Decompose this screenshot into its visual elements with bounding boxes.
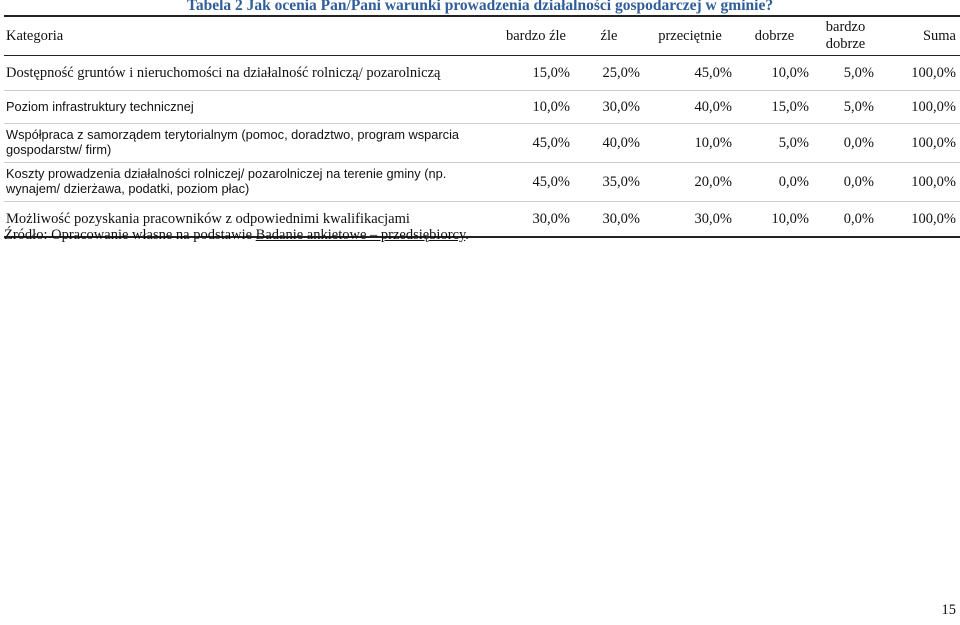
cell-suma: 100,0% <box>878 124 960 163</box>
source-prefix: Źródło: Opracowanie własne na podstawie <box>4 227 256 243</box>
survey-table <box>4 15 960 238</box>
table-row <box>4 124 960 163</box>
table-row <box>4 163 960 202</box>
cell-suma: 100,0% <box>878 163 960 202</box>
row-label: Koszty prowadzenia działalności rolniczej/ pozarolniczej na terenie gminy (np. wynajem/ dzierżawa, podatki, poziom płac) <box>4 163 498 202</box>
row-label: Współpraca z samorządem terytorialnym (pomoc, doradztwo, program wsparcia gospodarstw/ firm) <box>4 124 498 163</box>
source-suffix: . <box>465 227 469 243</box>
table-header-row <box>4 16 960 56</box>
cell-suma: 100,0% <box>878 202 960 238</box>
cell-dobrze: 15,0% <box>736 91 813 124</box>
cell-zle: 30,0% <box>574 202 644 238</box>
cell-przecietnie: 30,0% <box>644 202 736 238</box>
header-suma: Suma <box>878 16 960 56</box>
cell-dobrze: 0,0% <box>736 163 813 202</box>
row-label: Poziom infrastruktury technicznej <box>4 91 498 124</box>
cell-dobrze: 10,0% <box>736 202 813 238</box>
table-row <box>4 56 960 91</box>
cell-przecietnie: 40,0% <box>644 91 736 124</box>
table-row <box>4 91 960 124</box>
page-number: 15 <box>941 602 956 618</box>
cell-bardzo-dobrze: 0,0% <box>813 202 878 238</box>
cell-bardzo-zle: 15,0% <box>498 56 574 91</box>
cell-bardzo-dobrze: 0,0% <box>813 163 878 202</box>
source-note <box>4 227 469 244</box>
cell-zle: 30,0% <box>574 91 644 124</box>
cell-bardzo-zle: 10,0% <box>498 91 574 124</box>
header-kategoria: Kategoria <box>4 16 498 56</box>
header-bardzo-dobrze: bardzo dobrze <box>813 16 878 56</box>
cell-dobrze: 10,0% <box>736 56 813 91</box>
row-label: Możliwość pozyskania pracowników z odpowiednimi kwalifikacjami <box>4 202 498 238</box>
cell-bardzo-dobrze: 5,0% <box>813 91 878 124</box>
cell-suma: 100,0% <box>878 91 960 124</box>
row-label: Dostępność gruntów i nieruchomości na działalność rolniczą/ pozarolniczą <box>4 56 498 91</box>
source-title: Badanie ankietowe – przedsiębiorcy <box>255 227 466 243</box>
cell-zle: 35,0% <box>574 163 644 202</box>
cell-suma: 100,0% <box>878 56 960 91</box>
cell-bardzo-dobrze: 5,0% <box>813 56 878 91</box>
table-caption: Tabela 2 Jak ocenia Pan/Pani warunki prowadzenia działalności gospodarczej w gminie? <box>186 0 774 14</box>
cell-bardzo-dobrze: 0,0% <box>813 124 878 163</box>
cell-dobrze: 5,0% <box>736 124 813 163</box>
header-bardzo-zle: bardzo źle <box>498 16 574 56</box>
cell-przecietnie: 20,0% <box>644 163 736 202</box>
header-dobrze: dobrze <box>736 16 813 56</box>
cell-zle: 25,0% <box>574 56 644 91</box>
cell-zle: 40,0% <box>574 124 644 163</box>
cell-bardzo-zle: 30,0% <box>498 202 574 238</box>
cell-przecietnie: 10,0% <box>644 124 736 163</box>
cell-bardzo-zle: 45,0% <box>498 163 574 202</box>
cell-przecietnie: 45,0% <box>644 56 736 91</box>
header-przecietnie: przeciętnie <box>644 16 736 56</box>
cell-bardzo-zle: 45,0% <box>498 124 574 163</box>
header-zle: źle <box>574 16 644 56</box>
